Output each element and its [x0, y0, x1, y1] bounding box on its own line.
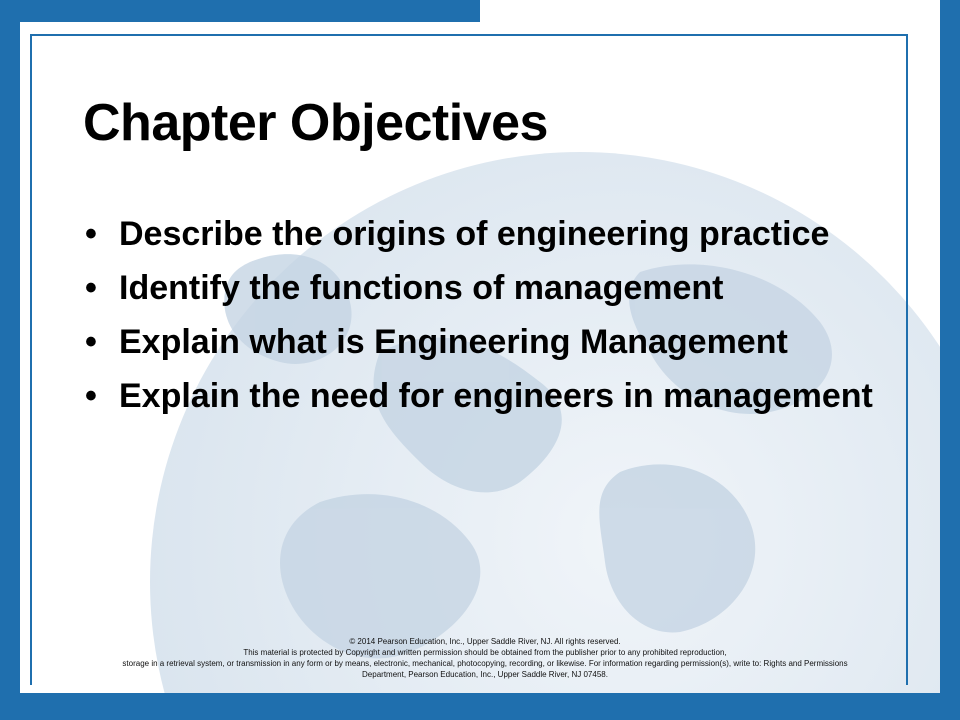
list-item-text: Explain what is Engineering Management	[119, 323, 788, 361]
list-item	[85, 266, 895, 310]
frame-right-bar	[940, 0, 960, 720]
copyright-line: storage in a retrieval system, or transmission in any form or by means, electronic, mechanical, photocopying, recording, or likewise. For information regarding permission(s), write to: Rights and Permissions	[122, 659, 848, 668]
copyright-line: Department, Pearson Education, Inc., Upper Saddle River, NJ 07458.	[362, 670, 608, 679]
frame-top-left-bar	[0, 0, 480, 22]
copyright-notice	[40, 636, 930, 680]
slide-title: Chapter Objectives	[83, 94, 548, 152]
copyright-line: © 2014 Pearson Education, Inc., Upper Saddle River, NJ. All rights reserved.	[349, 637, 621, 646]
bullet-icon: •	[85, 377, 97, 415]
copyright-line: This material is protected by Copyright and written permission should be obtained from the publisher prior to any prohibited reproduction,	[243, 648, 727, 657]
frame-bottom-bar	[0, 693, 960, 720]
list-item	[85, 212, 895, 256]
list-item	[85, 374, 895, 418]
frame-left-bar	[0, 0, 20, 720]
objectives-list	[85, 212, 895, 428]
list-item-text: Describe the origins of engineering practice	[119, 215, 830, 253]
bullet-icon: •	[85, 215, 97, 253]
frame-top-right-gap	[480, 0, 940, 22]
bullet-icon: •	[85, 323, 97, 361]
list-item	[85, 320, 895, 364]
list-item-text: Identify the functions of management	[119, 269, 724, 307]
list-item-text: Explain the need for engineers in management	[119, 377, 873, 415]
bullet-icon: •	[85, 269, 97, 307]
